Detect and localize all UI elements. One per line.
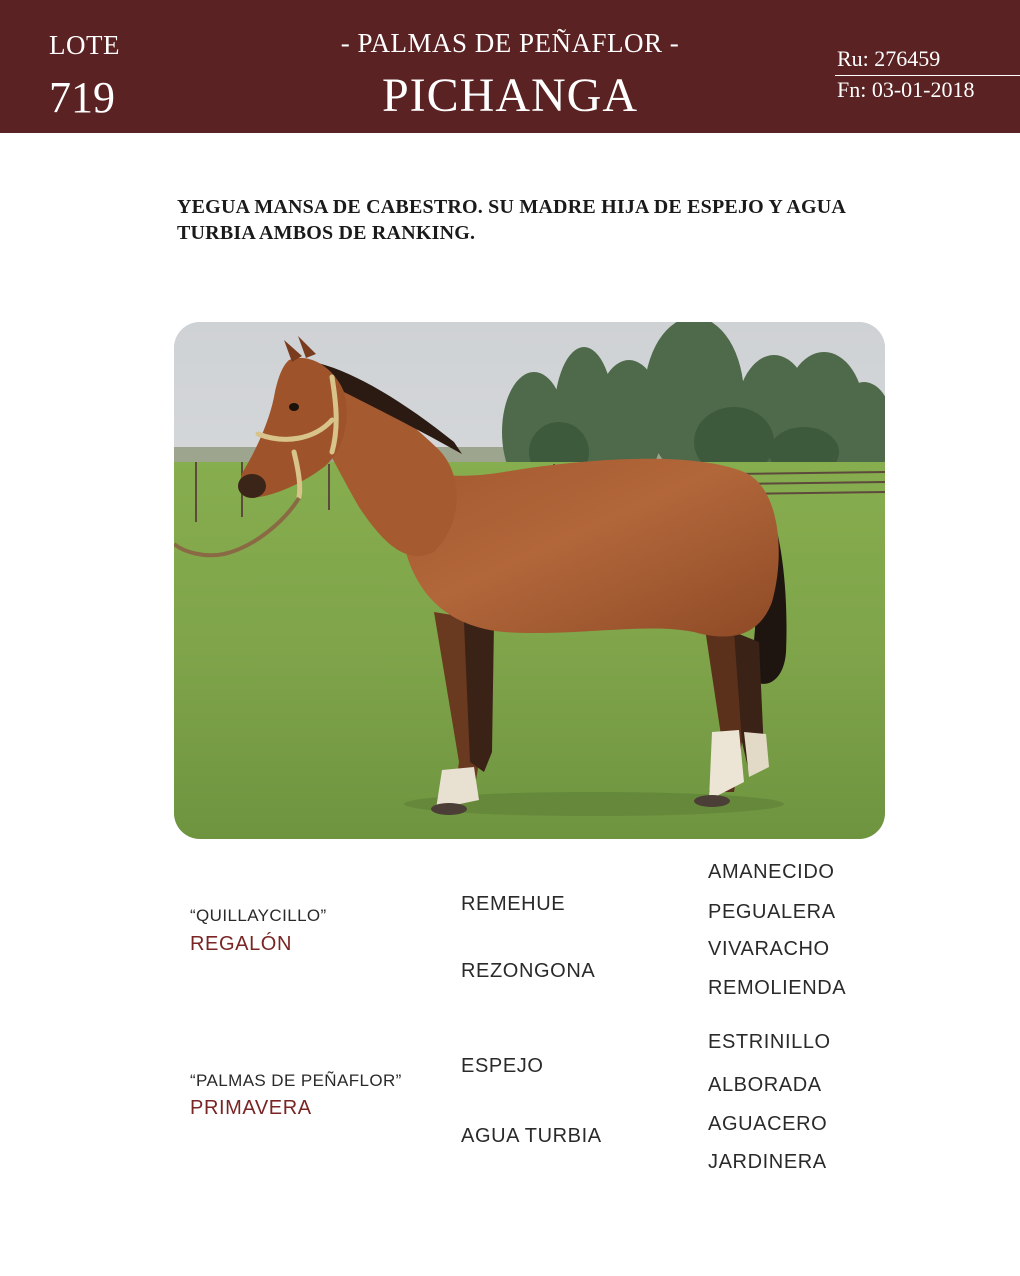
breeder-name: - PALMAS DE PEÑAFLOR -: [340, 28, 680, 58]
great-grandparent-6: ALBORADA: [708, 1074, 822, 1096]
dam-breeder: “PALMAS DE PEÑAFLOR”: [190, 1071, 402, 1090]
great-grandparent-8: JARDINERA: [708, 1151, 827, 1173]
lote-number: 719: [49, 73, 115, 122]
great-grandparent-1: AMANECIDO: [708, 861, 835, 883]
great-grandparent-4: REMOLIENDA: [708, 977, 847, 999]
great-grandparent-2: PEGUALERA: [708, 901, 836, 923]
sire-name: REGALÓN: [190, 933, 293, 955]
birth-date: Fn: 03-01-2018: [837, 77, 975, 102]
header-divider: [835, 75, 1020, 76]
dam-name: PRIMAVERA: [190, 1097, 312, 1119]
great-grandparent-3: VIVARACHO: [708, 938, 830, 960]
great-grandparent-5: ESTRINILLO: [708, 1031, 831, 1053]
maternal-granddam: AGUA TURBIA: [461, 1125, 602, 1147]
registration-number: Ru: 276459: [837, 46, 941, 71]
paternal-granddam: REZONGONA: [461, 960, 596, 982]
paternal-grandsire: REMEHUE: [461, 893, 566, 915]
horse-photo: [174, 322, 885, 839]
great-grandparent-7: AGUACERO: [708, 1113, 828, 1135]
sire-breeder: “QUILLAYCILLO”: [190, 906, 327, 925]
horse-name: PICHANGA: [381, 69, 638, 122]
header-banner: [0, 0, 1020, 133]
horse-description: YEGUA MANSA DE CABESTRO. SU MADRE HIJA DE ESPEJO Y AGUA TURBIA AMBOS DE RANKING.: [177, 196, 845, 244]
maternal-grandsire: ESPEJO: [461, 1055, 544, 1077]
lote-label: LOTE: [49, 30, 120, 60]
